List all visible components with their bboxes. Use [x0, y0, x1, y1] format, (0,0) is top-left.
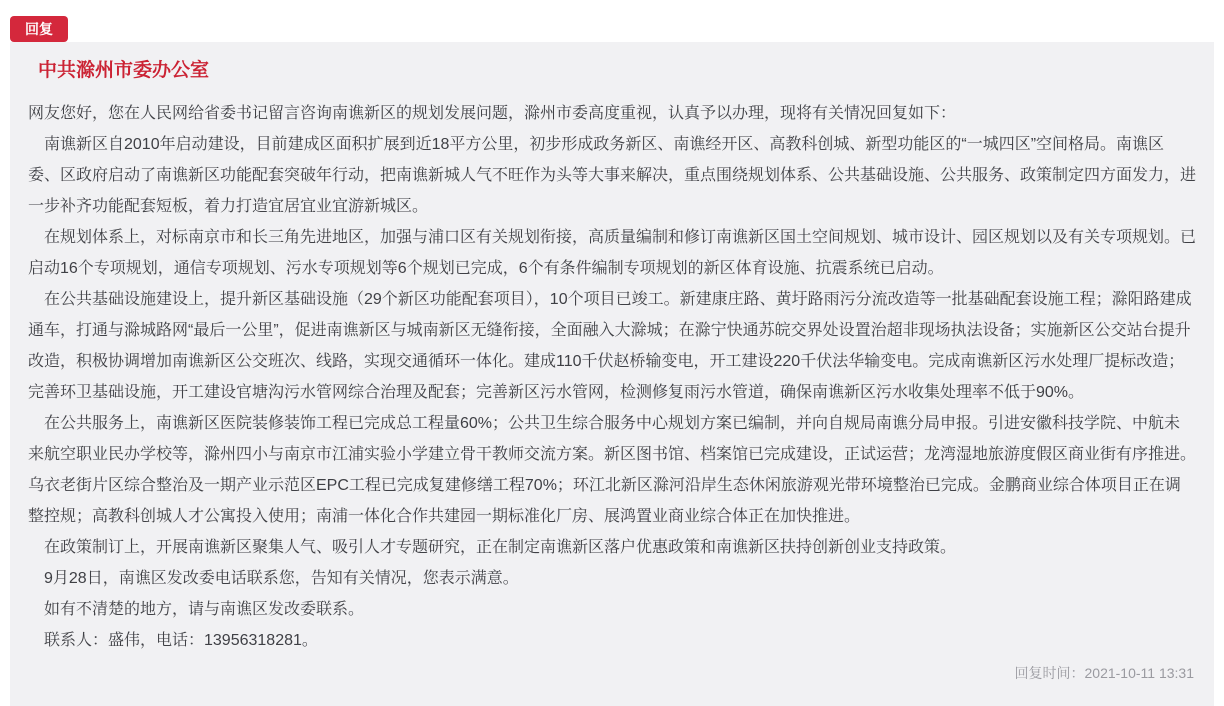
reply-department-title: 中共滁州市委办公室 [38, 60, 210, 81]
reply-paragraph: 在公共基础设施建设上，提升新区基础设施（29个新区功能配套项目），10个项目已竣工。新建康庄路、黄圩路雨污分流改造等一批基础配套设施工程；滁阳路建成通车，打通与滁城路网“最后一公里”，促进南谯新区与城南新区无缝衔接，全面融入大滁城；在滁宁快通苏皖交界处设置治超非现场执法设备；实施新区公交站台提升改造，积极协调增加南谯新区公交班次、线路，实现交通循环一体化。建成110千伏赵桥输变电，开工建设220千伏法华输变电。完成南谯新区污水处理厂提标改造；完善环卫基础设施，开工建设官塘沟污水管网综合治理及配套；完善新区污水管网，检测修复雨污水管道，确保南谯新区污水收集处理率不低于90%。 [28, 291, 1192, 401]
reply-badge: 回复 [10, 16, 68, 42]
reply-paragraph: 在政策制订上，开展南谯新区聚集人气、吸引人才专题研究，正在制定南谯新区落户优惠政策和南谯新区扶持创新创业支持政策。 [44, 539, 957, 556]
reply-body [28, 98, 1196, 656]
reply-paragraph: 网友您好，您在人民网给省委书记留言咨询南谯新区的规划发展问题，滁州市委高度重视，认真予以办理，现将有关情况回复如下： [28, 105, 957, 122]
reply-paragraph: 南谯新区自2010年启动建设，目前建成区面积扩展到近18平方公里，初步形成政务新区、南谯经开区、高教科创城、新型功能区的“一城四区”空间格局。南谯区委、区政府启动了南谯新区功能配套突破年行动，把南谯新城人气不旺作为头等大事来解决，重点围绕规划体系、公共基础设施、公共服务、政策制定四方面发力，进一步补齐功能配套短板，着力打造宜居宜业宜游新城区。 [28, 136, 1197, 215]
reply-panel [10, 42, 1214, 706]
reply-paragraph: 在公共服务上，南谯新区医院装修装饰工程已完成总工程量60%；公共卫生综合服务中心规划方案已编制，并向自规局南谯分局申报。引进安徽科技学院、中航未来航空职业民办学校等，滁州四小与南京市江浦实验小学建立骨干教师交流方案。新区图书馆、档案馆已完成建设，正试运营；龙湾湿地旅游度假区商业街有序推进。乌衣老街片区综合整治及一期产业示范区EPC工程已完成复建修缮工程70%；环江北新区滁河沿岸生态休闲旅游观光带环境整治已完成。金鹏商业综合体项目正在调整控规；高教科创城人才公寓投入使用；南浦一体化合作共建园一期标准化厂房、展鸿置业商业综合体正在加快推进。 [28, 415, 1197, 525]
reply-paragraph: 如有不清楚的地方，请与南谯区发改委联系。 [44, 601, 365, 618]
reply-time-label: 回复时间： [1014, 665, 1085, 681]
reply-time-value: 2021-10-11 13:31 [1084, 665, 1194, 681]
reply-paragraph: 联系人：盛伟，电话：13956318281。 [44, 632, 318, 649]
reply-paragraph: 在规划体系上，对标南京市和长三角先进地区，加强与浦口区有关规划衔接，高质量编制和修订南谯新区国土空间规划、城市设计、园区规划以及有关专项规划。已启动16个专项规划，通信专项规划、污水专项规划等6个规划已完成，6个有条件编制专项规划的新区体育设施、抗震系统已启动。 [28, 229, 1197, 277]
reply-time [28, 662, 1196, 684]
reply-paragraph: 9月28日，南谯区发改委电话联系您，告知有关情况，您表示满意。 [44, 570, 519, 587]
